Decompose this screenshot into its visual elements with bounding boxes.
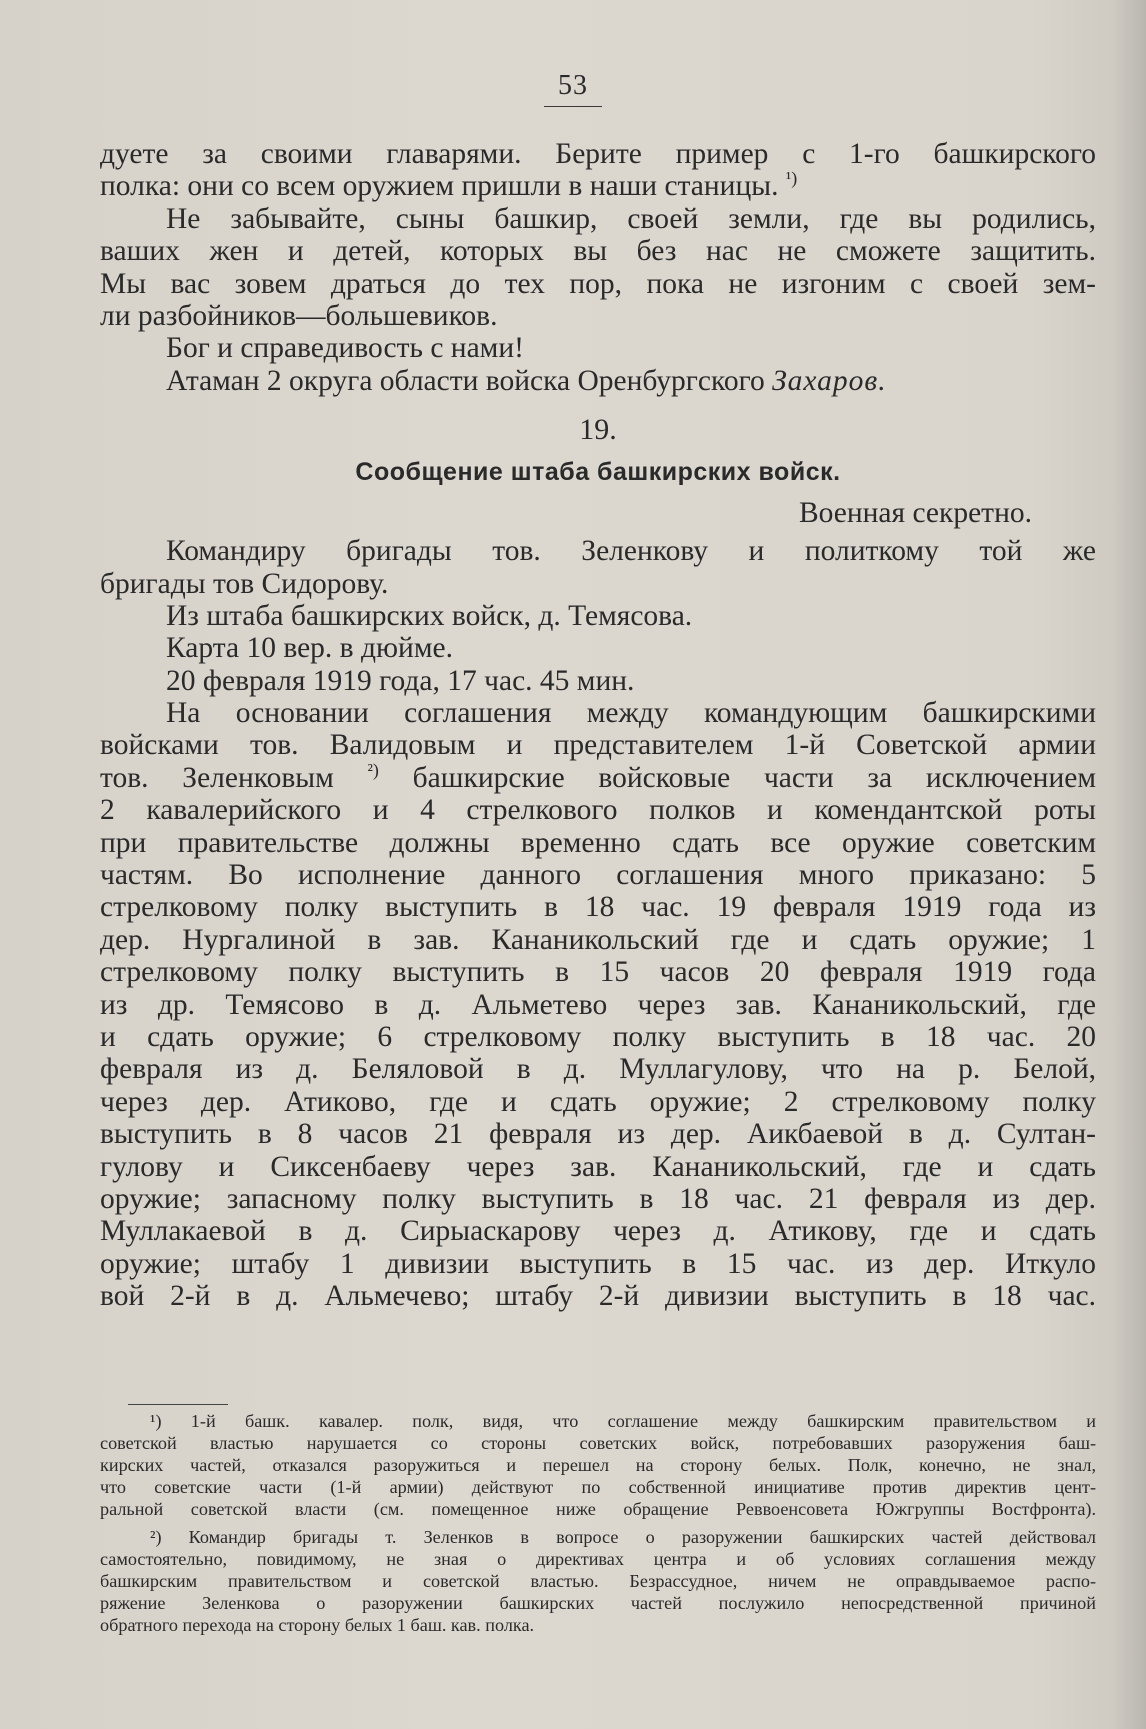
footnote-divider [128,1404,228,1405]
footnote-line: советской властью нарушается со стороны советских войск, потребовавших разоружения баш- [100,1433,1096,1453]
text-line: ваших жен и детей, которых вы без нас не сможете защитить. [100,235,1096,268]
document-heading: Сообщение штаба башкирских войск. [355,458,841,487]
text-line: Командиру бригады тов. Зеленкову и политкому той же [166,535,1096,568]
document-text [100,535,1096,1312]
footnote-line: ²) Командир бригады т. Зеленков в вопросе о разоружении башкирских частей действовал [150,1527,1096,1547]
footnote-line: обратного перехода на сторону белых 1 баш. кав. полка. [100,1615,535,1635]
text-line: Муллакаевой в д. Сирыаскарову через д. Атикову, где и сдать [100,1215,1096,1248]
prev-document-text [100,138,1096,397]
text-line: и сдать оружие; 6 стрелковому полку выступить в 18 час. 20 [100,1020,1096,1053]
footnote-ref-1: ¹) [785,170,798,189]
text-line [100,170,1096,202]
text-line-content: тов. Зеленковым [100,761,368,794]
text-line: Карта 10 вер. в дюйме. [166,632,453,665]
text-line: из др. Темясово в д. Альметево через зав. Кананикольский, где [100,988,1096,1021]
text-line: оружие; запасному полку выступить в 18 час. 21 февраля из дер. [100,1182,1096,1215]
text-line: через дер. Атиково, где и сдать оружие; 2 стрелковому полку [100,1085,1096,1118]
text-line: дуете за своими главарями. Берите пример с 1-го башкирского [100,138,1096,170]
signature-line [100,365,1096,397]
footnote-line: ¹) 1-й башк. кавалер. полк, видя, что соглашение между башкирским правительством и [150,1411,1096,1431]
text-line: стрелковому полку выступить в 15 часов 20 февраля 1919 года [100,956,1096,989]
signature-title: Атаман 2 округа области войска Оренбургского [166,364,773,397]
text-line: выступить в 8 часов 21 февраля из дер. Аикбаевой в д. Султан- [100,1118,1096,1151]
footnote-1 [100,1410,1096,1520]
text-line: 2 кавалерийского и 4 стрелкового полков и комендантской роты [100,794,1096,827]
page-number-container [0,70,1146,107]
footnote-line: ряжение Зеленкова о разоружении башкирских частей послужило непосредственной причиной [100,1593,1096,1613]
text-line: 20 февраля 1919 года, 17 час. 45 мин. [166,664,635,697]
text-line: февраля из д. Беляловой в д. Муллагулову, что на р. Белой, [100,1053,1096,1086]
text-line: Не забывайте, сыны башкир, своей земли, где вы родились, [166,202,1096,235]
footnote-line: кирских частей, отказался разоружиться и перешел на сторону белых. Полк, конечно, не знал, [100,1455,1096,1475]
text-line: оружие; штабу 1 дивизии выступить в 15 час. из дер. Иткуло [100,1247,1096,1280]
text-line: Бог и справедивость с нами! [166,332,524,365]
footnote-2 [100,1526,1096,1636]
footnote-line: что советские части (1-й армии) действуют по собственной инициативе против директив цент- [100,1477,1096,1497]
text-line: стрелковому полку выступить в 18 час. 19 февраля 1919 года из [100,891,1096,924]
text-line: дер. Нургалиной в зав. Кананикольский где и сдать оружие; 1 [100,923,1096,956]
classification-mark: Военная секретно. [798,497,1032,530]
footnote-ref-2: ²) [367,761,379,781]
footnote-line: самостоятельно, повидимому, не зная о директивах центра и об условиях соглашения между [100,1549,1096,1569]
footnotes [100,1410,1096,1636]
text-line: при правительстве должны временно сдать все оружие советским [100,826,1096,859]
text-line: Мы вас зовем драться до тех пор, пока не изгоним с своей зем- [100,267,1096,300]
signature-name: Захаров. [772,364,887,397]
text-line: частям. Во исполнение данного соглашения много приказано: 5 [100,859,1096,892]
document-number: 19. [579,413,617,447]
footnote-line: башкирским правительством и советской властью. Безрассудное, ничем не оправдываемое распо- [100,1571,1096,1591]
text-line: вой 2-й в д. Альмечево; штабу 2-й дивизии выступить в 18 час. [100,1280,1096,1313]
text-line: бригады тов Сидорову. [100,567,389,600]
text-line: гулову и Сиксенбаеву через зав. Кананикольский, где и сдать [100,1150,1096,1183]
text-line-content: башкирские войсковые части за исключением [378,761,1096,794]
text-line: ли разбойников—большевиков. [100,299,498,332]
text-line: Из штаба башкирских войск, д. Темясова. [166,599,693,632]
main-text [100,138,1096,1313]
text-line [100,762,1096,794]
text-line: войсками тов. Валидовым и представителем 1-й Советской армии [100,729,1096,762]
text-line: На основании соглашения между командующим башкирскими [166,697,1096,730]
page-number: 53 [544,70,602,107]
text-line-content: полка: они со всем оружием пришли в наши станицы. [100,170,786,203]
footnote-line: ральной советской власти (см. помещенное ниже обращение Реввоенсовета Южгруппы Востфронта). [100,1499,1096,1519]
